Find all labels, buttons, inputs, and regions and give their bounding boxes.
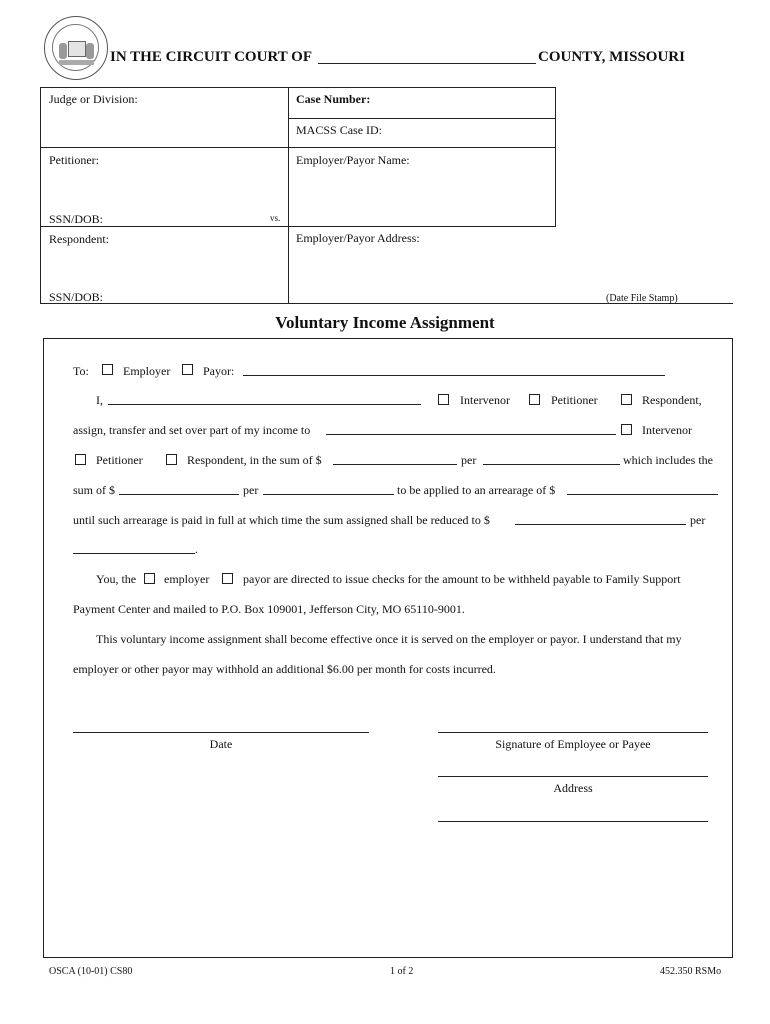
petitioner-option-label-2: Petitioner [96,453,143,467]
petitioner-checkbox[interactable] [529,394,540,405]
employer-option-label-3: employer [164,572,210,586]
sum-of-label: sum of $ [73,483,115,497]
intervenor-option-label-2: Intervenor [642,423,692,437]
intervenor-checkbox-2[interactable] [621,424,632,435]
respondent-option-label: Respondent, [642,393,702,407]
macss-case-id-label: MACSS Case ID: [296,123,383,137]
arrearage-period-field[interactable] [263,494,394,495]
assign-text: assign, transfer and set over part of my income to [73,423,311,437]
sum-period-field[interactable] [483,464,620,465]
intervenor-option-label: Intervenor [460,393,510,407]
i-label: I, [96,393,103,407]
county-name-field[interactable] [318,63,536,64]
applied-text: to be applied to an arrearage of $ [397,483,556,497]
per-label-2: per [243,483,259,497]
address-label: Address [553,781,593,795]
per-label-3: per [690,513,706,527]
arrearage-total-field[interactable] [567,494,718,495]
to-name-field[interactable] [243,375,665,376]
payor-directed-text: payor are directed to issue checks for the amount to be withheld payable to Family Support [243,572,681,586]
petitioner-checkbox-2[interactable] [75,454,86,465]
petitioner-label: Petitioner: [49,153,99,167]
assignee-field[interactable] [326,434,616,435]
to-label: To: [73,364,89,378]
court-header-suffix: COUNTY, MISSOURI [538,49,685,65]
court-header-prefix: IN THE CIRCUIT COURT OF [110,49,313,65]
date-file-stamp-label: (Date File Stamp) [606,293,678,304]
payor-option-label: Payor: [203,364,235,378]
arrearage-sum-field[interactable] [119,494,239,495]
you-the-text: You, the [96,572,137,586]
reduced-period-field[interactable] [73,553,195,554]
respondent-sum-text: Respondent, in the sum of $ [187,453,322,467]
case-number-label: Case Number: [296,92,371,106]
form-title: Voluntary Income Assignment [275,313,495,332]
until-text: until such arrearage is paid in full at which time the sum assigned shall be reduced to $ [73,513,490,527]
employer-payor-address-label: Employer/Payor Address: [296,231,420,245]
employer-checkbox-3[interactable] [144,573,155,584]
state-seal-icon [44,16,108,80]
form-id: OSCA (10-01) CS80 [49,966,133,977]
period-mark: . [195,542,198,556]
petitioner-option-label: Petitioner [551,393,598,407]
employer-checkbox[interactable] [102,364,113,375]
respondent-label: Respondent: [49,232,109,246]
signature-label: Signature of Employee or Payee [495,737,651,751]
effective-text: This voluntary income assignment shall become effective once it is served on the employer or payor. I understand that my [96,632,682,646]
signature-field[interactable] [438,732,708,733]
withhold-text: employer or other payor may withhold an additional $6.00 per month for costs incurred. [73,662,496,676]
judge-division-label: Judge or Division: [49,92,138,106]
address-field-1[interactable] [438,776,708,777]
respondent-ssn-dob-label: SSN/DOB: [49,290,104,304]
employer-payor-name-label: Employer/Payor Name: [296,153,410,167]
vs-label: vs. [270,213,281,223]
statute-reference: 452.350 RSMo [660,966,722,977]
payment-center-text: Payment Center and mailed to P.O. Box 109001, Jefferson City, MO 65110-9001. [73,602,465,616]
obligor-name-field[interactable] [108,404,421,405]
date-field[interactable] [73,732,369,733]
payor-checkbox[interactable] [182,364,193,375]
payor-checkbox-3[interactable] [222,573,233,584]
per-label-1: per [461,453,477,467]
respondent-checkbox-2[interactable] [166,454,177,465]
employer-option-label: Employer [123,364,171,378]
sum-amount-field[interactable] [333,464,457,465]
respondent-checkbox[interactable] [621,394,632,405]
page-number: 1 of 2 [390,966,414,977]
petitioner-ssn-dob-label: SSN/DOB: [49,212,104,226]
reduced-amount-field[interactable] [515,524,686,525]
address-field-2[interactable] [438,821,708,822]
intervenor-checkbox[interactable] [438,394,449,405]
includes-text: which includes the [623,453,713,467]
date-label: Date [209,737,233,751]
